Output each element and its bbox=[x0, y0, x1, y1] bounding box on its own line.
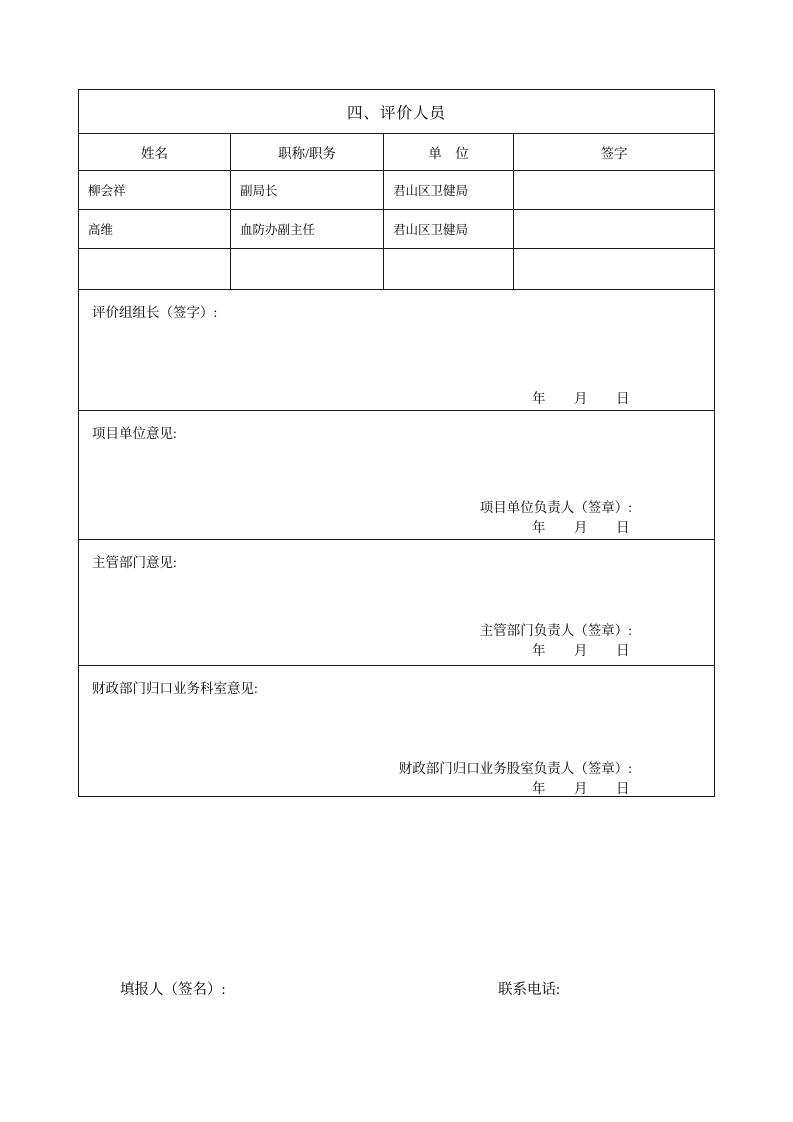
block-writing-area[interactable] bbox=[92, 444, 698, 496]
cell-signature[interactable] bbox=[514, 210, 715, 249]
block-signline: 财政部门归口业务股室负责人（签章）: bbox=[398, 760, 633, 776]
cell-unit[interactable] bbox=[384, 249, 514, 290]
evaluation-form-table bbox=[78, 89, 715, 797]
table-row bbox=[79, 171, 715, 210]
block-dateline: 年 月 日 bbox=[532, 780, 631, 796]
cell-title: 血防办副主任 bbox=[231, 210, 384, 249]
block-row-leader-signature bbox=[79, 290, 715, 411]
block-dateline: 年 月 日 bbox=[532, 390, 631, 406]
block-row-finance-opinion bbox=[79, 666, 715, 797]
block-label: 主管部门意见: bbox=[92, 555, 177, 570]
column-header-name: 姓名 bbox=[79, 134, 231, 171]
block-writing-area[interactable] bbox=[92, 323, 698, 387]
phone-label: 联系电话: bbox=[498, 982, 561, 998]
cell-unit: 君山区卫健局 bbox=[384, 210, 514, 249]
block-label: 评价组组长（签字）: bbox=[92, 305, 218, 320]
cell-title: 副局长 bbox=[231, 171, 384, 210]
block-supervisor-opinion[interactable] bbox=[79, 540, 715, 666]
block-writing-area[interactable] bbox=[92, 699, 698, 757]
table-row bbox=[79, 210, 715, 249]
column-header-unit: 单 位 bbox=[384, 134, 514, 171]
table-row bbox=[79, 249, 715, 290]
column-header-signature: 签字 bbox=[514, 134, 715, 171]
cell-signature[interactable] bbox=[514, 249, 715, 290]
section-title: 四、评价人员 bbox=[79, 90, 715, 134]
cell-signature[interactable] bbox=[514, 171, 715, 210]
block-project-unit-opinion[interactable] bbox=[79, 411, 715, 540]
reporter-label: 填报人（签名）: bbox=[120, 982, 226, 998]
column-header-title: 职称/职务 bbox=[231, 134, 384, 171]
block-writing-area[interactable] bbox=[92, 573, 698, 619]
block-label: 项目单位意见: bbox=[92, 426, 177, 441]
table-title-row bbox=[79, 90, 715, 134]
block-signline: 项目单位负责人（签章）: bbox=[479, 499, 633, 515]
block-leader-signature[interactable] bbox=[79, 290, 715, 411]
form-footer bbox=[78, 978, 714, 1012]
cell-name: 柳会祥 bbox=[79, 171, 231, 210]
block-signline: 主管部门负责人（签章）: bbox=[479, 622, 633, 638]
block-finance-department-opinion[interactable] bbox=[79, 666, 715, 797]
block-row-supervisor-opinion bbox=[79, 540, 715, 666]
table-header-row bbox=[79, 134, 715, 171]
block-label: 财政部门归口业务科室意见: bbox=[92, 681, 258, 696]
cell-name[interactable] bbox=[79, 249, 231, 290]
cell-title[interactable] bbox=[231, 249, 384, 290]
cell-unit: 君山区卫健局 bbox=[384, 171, 514, 210]
block-dateline: 年 月 日 bbox=[532, 642, 631, 658]
cell-name: 高维 bbox=[79, 210, 231, 249]
block-dateline: 年 月 日 bbox=[532, 519, 631, 535]
block-row-project-unit-opinion bbox=[79, 411, 715, 540]
